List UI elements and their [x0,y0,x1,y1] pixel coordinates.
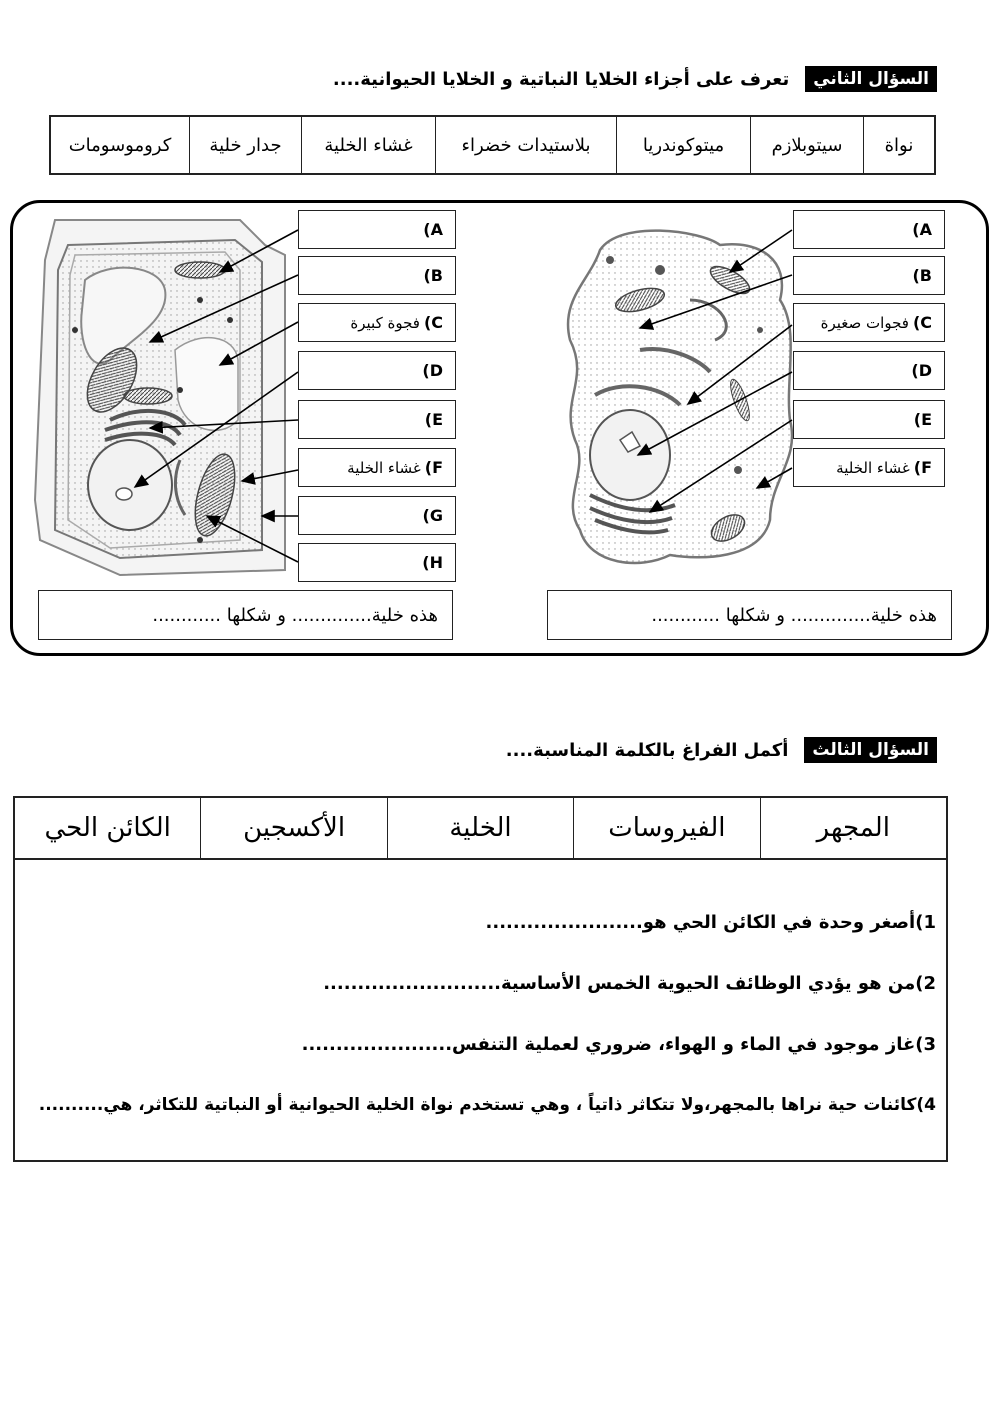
animal-label-d[interactable] [793,351,945,390]
plant-label-e[interactable] [298,400,456,439]
label-text: فجوات صغيرة [820,313,909,332]
question2-title: تعرف على أجزاء الخلايا النباتية و الخلايا الحيوانية.... [332,68,790,90]
sentence-3[interactable]: 3)غاز موجود في الماء و الهواء، ضروري لعملية التنفس...................... [301,1034,936,1055]
word-bank-item: جدار خلية [189,117,301,173]
word-bank-fill [15,798,946,860]
animal-label-a[interactable] [793,210,945,249]
label-letter: D) [422,361,443,380]
plant-label-a[interactable] [298,210,456,249]
plant-label-b[interactable] [298,256,456,295]
sentence-2[interactable]: 2)من هو يؤدي الوظائف الحيوية الخمس الأساسية.......................... [323,973,936,994]
label-letter: B) [912,266,932,285]
animal-cell-caption[interactable]: هذه خلية.............. و شكلها ............ [547,590,952,640]
word-bank-item: الكائن الحي [44,813,171,843]
fill-blank-section [13,796,948,1162]
animal-cell-drawing [568,231,792,563]
label-letter: A) [912,220,932,239]
word-bank-item: الفيروسات [573,798,759,858]
label-letter: C) [423,313,443,332]
label-letter: C) [912,313,932,332]
label-letter: F) [913,458,932,477]
word-bank-item: المجهر [760,798,946,858]
label-letter: F) [424,458,443,477]
label-text: غشاء الخلية [347,458,421,477]
word-bank-item: سيتوبلازم [750,117,863,173]
sentence-4[interactable]: 4)كائنات حية نراها بالمجهر،ولا تتكاثر ذاتياً ، وهي تستخدم نواة الخلية الحيوانية أو النباتية للتكاثر، هي.......... [38,1095,936,1115]
word-bank-item: بلاستيدات خضراء [435,117,616,173]
label-letter: G) [422,506,443,525]
question3-badge: السؤال الثالث [804,737,937,763]
label-letter: B) [423,266,443,285]
label-letter: E) [913,410,932,429]
plant-label-h[interactable] [298,543,456,582]
label-text: فجوة كبيرة [350,313,420,332]
word-bank-item: الخلية [387,798,573,858]
plant-label-f[interactable] [298,448,456,487]
word-bank-item: نواة [863,117,934,173]
animal-label-c[interactable] [793,303,945,342]
plant-label-c[interactable] [298,303,456,342]
word-bank-item: غشاء الخلية [301,117,435,173]
label-letter: A) [423,220,443,239]
plant-label-d[interactable] [298,351,456,390]
plant-label-g[interactable] [298,496,456,535]
question2-badge: السؤال الثاني [805,66,937,92]
word-bank-item: كروموسومات [68,134,172,156]
animal-label-b[interactable] [793,256,945,295]
word-bank-item: ميتوكوندريا [616,117,750,173]
sentences-list [15,860,946,1156]
word-bank-item: الأكسجين [200,798,386,858]
animal-label-f[interactable] [793,448,945,487]
label-letter: D) [911,361,932,380]
sentence-1[interactable]: 1)أصغر وحدة في الكائن الحي هو....................... [485,912,936,933]
plant-cell-drawing [30,215,300,580]
label-text: غشاء الخلية [836,458,910,477]
label-letter: E) [424,410,443,429]
question3-heading [506,737,937,763]
question3-title: أكمل الفراغ بالكلمة المناسبة.... [505,739,789,761]
plant-cell-caption[interactable]: هذه خلية.............. و شكلها ............ [38,590,453,640]
animal-label-e[interactable] [793,400,945,439]
label-letter: H) [422,553,443,572]
